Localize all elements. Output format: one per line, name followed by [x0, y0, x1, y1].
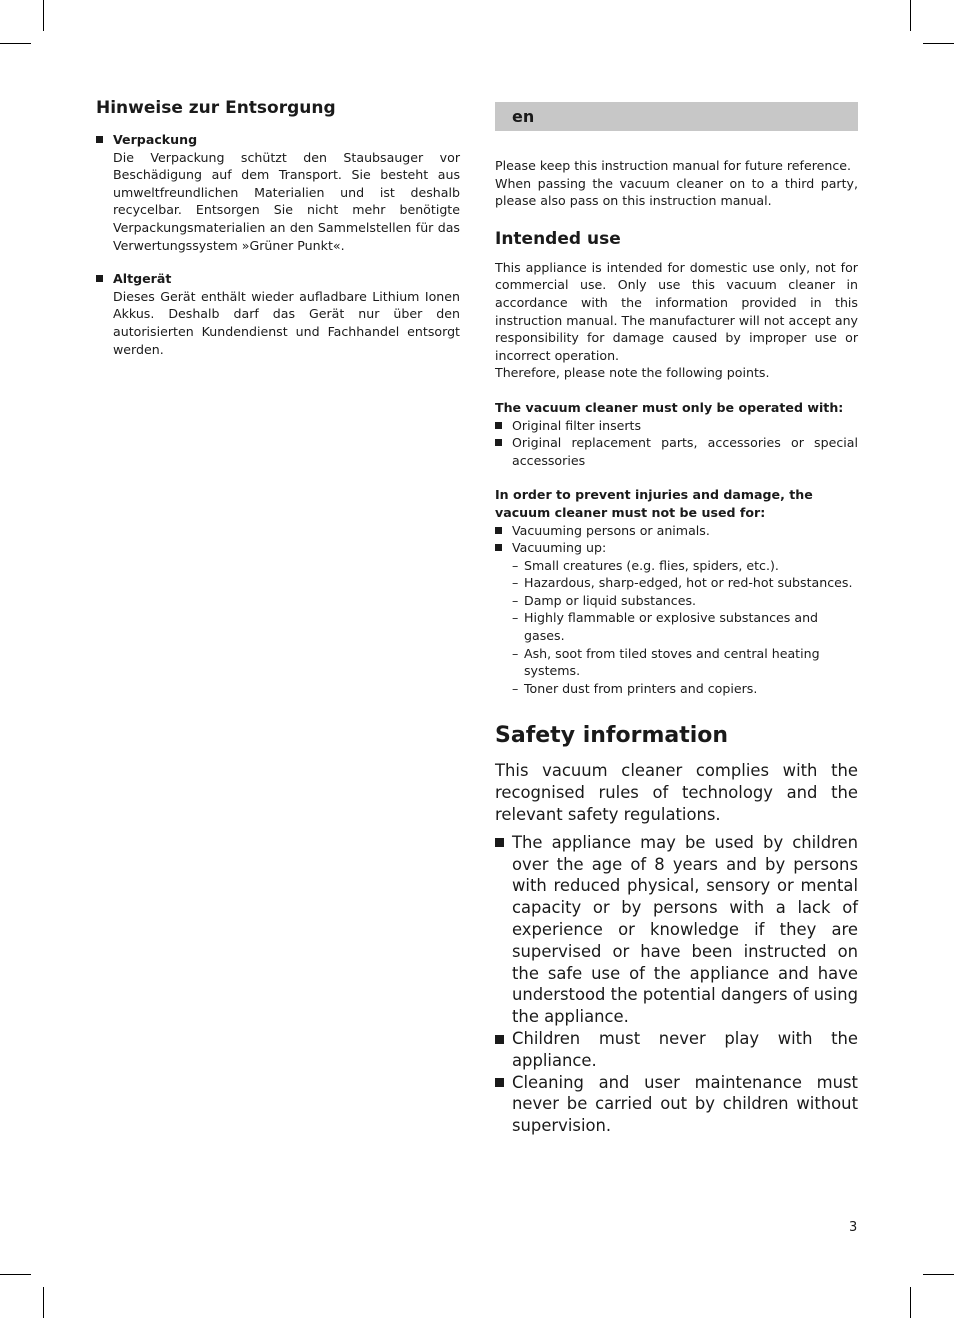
list-item: The appliance may be used by children over the age of 8 years and by persons with reduced physical, sensory or mental capacity or by persons with a lack of experience or knowledge if they are supervised or have been instructed on the safe use of the appliance and have understood the potential dangers of using the appliance. [495, 832, 858, 1028]
item-title: Verpackung [113, 132, 198, 147]
intro-text: When passing the vacuum cleaner on to a third party, please also pass on this instruction manual. [495, 175, 858, 209]
square-bullet-icon [495, 1035, 504, 1044]
item-text: Die Verpackung schützt den Staubsauger vor Beschädigung auf dem Transport. Sie besteht aus umweltfreundlichen Materialien und ist deshalb recycelbar. Entsorgen Sie nicht mehr benötigte Verpackungsmaterialien an den Sammelstellen für das Verwertungssystem »Grüner Punkt«. [113, 149, 460, 253]
intro-text: Please keep this instruction manual for future reference. [495, 158, 851, 173]
language-bar: en [495, 102, 858, 131]
crop-mark [910, 0, 911, 31]
prevent-heading: In order to prevent injuries and damage, the vacuum cleaner must not be used for: [495, 487, 813, 520]
intended-use-heading: Intended use [495, 228, 621, 249]
item-title: Altgerät [113, 271, 172, 287]
sub-list-item: – Ash, soot from tiled stoves and central heating systems. [512, 645, 820, 679]
square-bullet-icon [495, 1078, 504, 1087]
square-bullet-icon [495, 422, 502, 429]
crop-mark [910, 1287, 911, 1318]
sub-list-item: – Small creatures (e.g. flies, spiders, etc.). [512, 557, 779, 573]
square-bullet-icon [96, 275, 103, 282]
sub-list-item: – Damp or liquid substances. [512, 592, 697, 608]
crop-mark [923, 43, 954, 44]
list-item: Original replacement parts, accessories or special accessories [495, 434, 858, 469]
square-bullet-icon [495, 838, 504, 847]
list-item: Vacuuming persons or animals. [495, 522, 858, 540]
list-item: Children must never play with the appliance. [495, 1028, 858, 1072]
left-column [96, 98, 460, 358]
right-column [495, 102, 858, 1137]
intended-use-text: This appliance is intended for domestic use only, not for commercial use. Only use this vacuum cleaner in accordance with the information provided in this instruction manual. The manufacturer will not accept any responsibility for damage caused by improper use or incorrect operation. [495, 259, 858, 363]
square-bullet-icon [96, 136, 103, 143]
safety-heading: Safety information [495, 723, 729, 749]
crop-mark [923, 1274, 954, 1275]
disposal-heading: Hinweise zur Entsorgung [96, 98, 336, 118]
square-bullet-icon [495, 527, 502, 534]
crop-mark [0, 43, 31, 44]
sub-list-item: – Toner dust from printers and copiers. [512, 680, 758, 696]
sub-list-item: – Highly flammable or explosive substances and gases. [512, 610, 819, 644]
intended-use-text: Therefore, please note the following points. [495, 365, 770, 381]
list-item: Original filter inserts [495, 417, 858, 435]
sub-list-item: – Hazardous, sharp-edged, hot or red-hot substances. [512, 575, 853, 591]
crop-mark [43, 0, 44, 31]
crop-mark [43, 1287, 44, 1318]
list-item [96, 270, 460, 358]
list-item: Vacuuming up: [495, 539, 858, 557]
list-item [96, 131, 460, 254]
crop-mark [0, 1274, 31, 1275]
page-number: 3 [849, 1220, 858, 1235]
square-bullet-icon [495, 544, 502, 551]
list-item: Cleaning and user maintenance must never be carried out by children without supervision. [495, 1072, 858, 1137]
square-bullet-icon [495, 439, 502, 446]
item-text: Dieses Gerät enthält wieder aufladbare Lithium Ionen Akkus. Deshalb darf das Gerät nur über den autorisierten Kundendienst und Fachhandel entsorgt werden. [113, 288, 460, 357]
safety-intro: This vacuum cleaner complies with the recognised rules of technology and the relevant safety regulations. [495, 761, 858, 825]
operated-heading: The vacuum cleaner must only be operated with: [495, 399, 844, 415]
